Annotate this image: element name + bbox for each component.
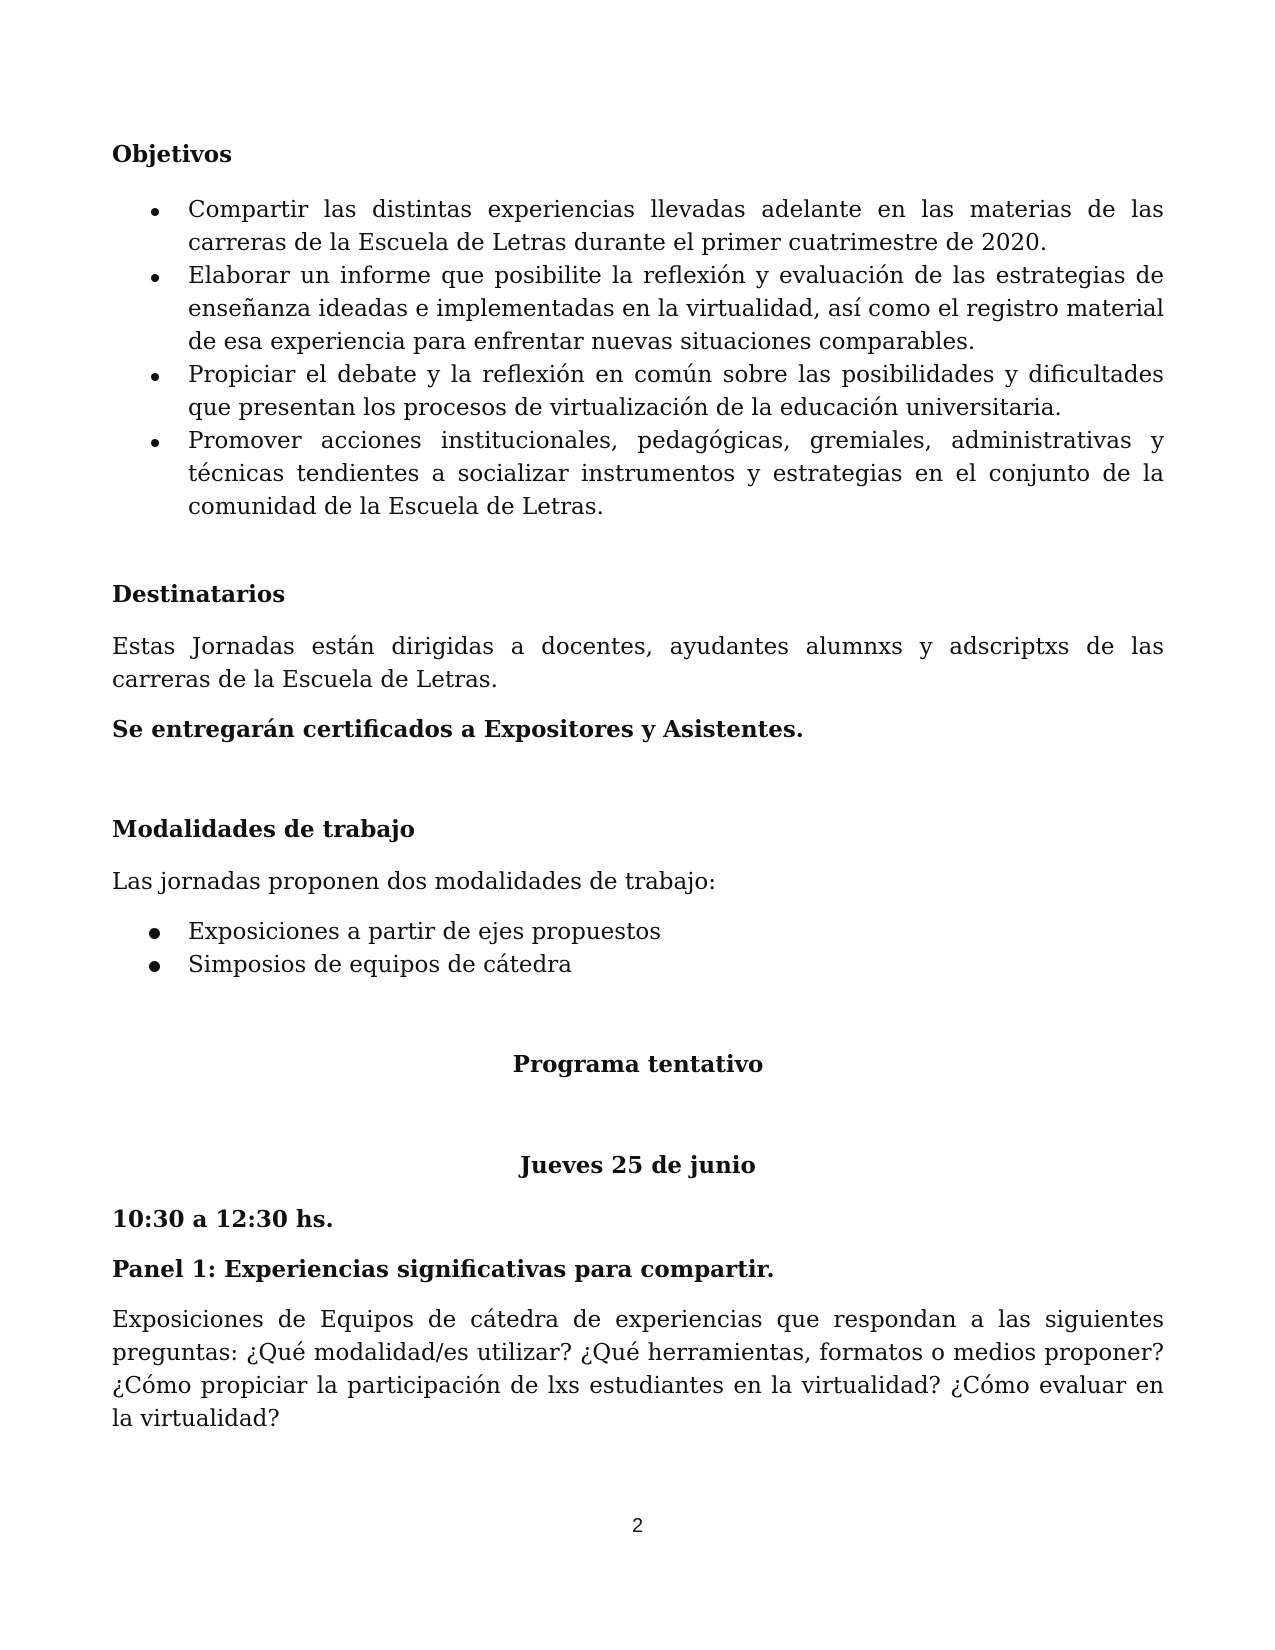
panel-description: Exposiciones de Equipos de cátedra de experiencias que respondan a las siguientes preguntas: ¿Qué modalidad/es utilizar? ¿Qué herramientas, formatos o medios proponer? ¿Cómo propiciar la participación de lxs estudiantes en la virtualidad? ¿Cómo evaluar en la virtualidad? — [112, 1307, 1164, 1432]
list-item: Compartir las distintas experiencias llevadas adelante en las materias de las carreras de la Escuela de Letras durante el primer cuatrimestre de 2020. — [112, 194, 1164, 260]
day-heading: Jueves 25 de junio — [520, 1152, 756, 1179]
objetivos-list — [112, 194, 1164, 524]
list-item: Propiciar el debate y la reflexión en común sobre las posibilidades y dificultades que presentan los procesos de virtualización de la educación universitaria. — [112, 359, 1164, 425]
list-item: Promover acciones institucionales, pedagógicas, gremiales, administrativas y técnicas tendientes a socializar instrumentos y estrategias en el conjunto de la comunidad de la Escuela de Letras. — [112, 425, 1164, 524]
bullet-icon — [151, 274, 159, 282]
list-item: Simposios de equipos de cátedra — [112, 949, 1164, 982]
certificados-note: Se entregarán certificados a Expositores y Asistentes. — [112, 716, 804, 743]
list-item: Elaborar un informe que posibilite la reflexión y evaluación de las estrategias de enseñanza ideadas e implementadas en la virtualidad, así como el registro material de esa experiencia para enfrentar nuevas situaciones comparables. — [112, 260, 1164, 359]
modalidades-list — [112, 916, 1164, 982]
time-label: 10:30 a 12:30 hs. — [112, 1206, 334, 1233]
panel-title: Panel 1: Experiencias significativas para compartir. — [112, 1256, 775, 1283]
destinatarios-heading: Destinatarios — [112, 581, 286, 608]
bullet-icon — [149, 961, 160, 972]
modalidades-intro: Las jornadas proponen dos modalidades de trabajo: — [112, 869, 716, 895]
modalidades-heading: Modalidades de trabajo — [112, 816, 415, 843]
bullet-icon — [149, 928, 160, 939]
bullet-icon — [151, 439, 159, 447]
page-number: 2 — [631, 1515, 644, 1537]
bullet-icon — [151, 373, 159, 381]
list-item: Exposiciones a partir de ejes propuestos — [112, 916, 1164, 949]
destinatarios-text: Estas Jornadas están dirigidas a docentes, ayudantes alumnxs y adscriptxs de las carreras de la Escuela de Letras. — [112, 634, 1164, 693]
bullet-icon — [151, 208, 159, 216]
document-page — [112, 0, 1164, 1650]
programa-heading: Programa tentativo — [512, 1051, 764, 1078]
objetivos-heading: Objetivos — [112, 141, 233, 168]
